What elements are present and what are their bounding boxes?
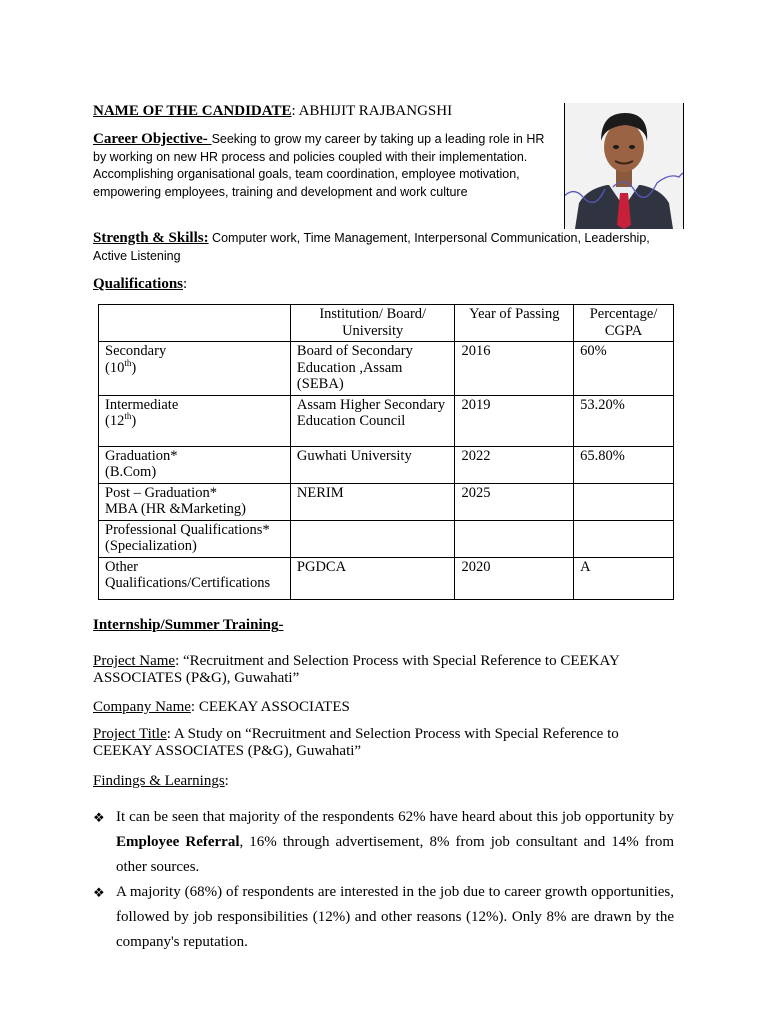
level-name: Post – Graduation* [105,484,217,501]
table-header-row [99,305,674,342]
institution-cell: PGDCA [290,557,455,599]
strength-skills-text: Computer work, Time Management, Interpersonal Communication, Leadership, Active Listening [93,231,650,263]
internship-heading [93,617,283,634]
level-name: Intermediate [105,396,179,413]
list-item [93,805,674,880]
table-row [99,395,674,446]
level-detail: (Specialization) [105,538,197,554]
candidate-name-separator: : [291,103,299,119]
career-objective [93,131,548,201]
project-name-label: Project Name [93,653,176,669]
candidate-name-label: NAME OF THE CANDIDATE [93,103,292,119]
finding-text: It can be seen that majority of the respondents 62% have heard about this job opportunity by [116,809,674,825]
level-cell [99,395,291,446]
year-cell: 2022 [455,446,574,483]
level-name: Other [105,558,139,575]
diamond-bullet-icon: ❖ [93,810,105,825]
strength-skills [93,230,683,265]
institution-cell: NERIM [290,483,455,520]
internship-heading-dash: - [278,617,284,633]
findings-heading-colon: : [224,773,229,789]
list-item [93,880,674,955]
table-row [99,342,674,396]
level-detail: MBA (HR &Marketing) [105,501,246,517]
level-cell [99,520,291,557]
level-cell [99,483,291,520]
level-name: Graduation* [105,447,178,464]
level-name: Secondary [105,343,167,359]
level-detail-close: ) [131,359,137,376]
institution-cell: Assam Higher Secondary Education Council [290,395,455,446]
table-row [99,483,674,520]
institution-cell: Guwhati University [290,446,455,483]
project-name [93,653,678,687]
diamond-bullet-icon: ❖ [93,885,105,900]
level-cell [99,446,291,483]
qualifications-heading-label: Qualifications [93,276,184,292]
internship-heading-label: Internship/Summer Training [93,617,279,633]
level-detail: (B.Com) [105,464,157,480]
score-cell: 53.20% [574,395,674,446]
header-score: Percentage/ CGPA [574,305,674,342]
qualifications-table [98,304,674,600]
career-objective-text: Seeking to grow my career by taking up a leading role in HR by working on new HR process and policies coupled with their implementation. Accomplishing organisational goals, team coordination, employee motivation, empowering employees, training and development and work culture [93,132,545,199]
year-cell [455,520,574,557]
level-name: Professional Qualifications* [105,521,270,538]
findings-list [93,805,674,955]
score-cell: 60% [574,342,674,396]
strength-skills-label: Strength & Skills: [93,230,209,246]
company-name [93,699,678,716]
project-title [93,726,678,760]
level-cell [99,557,291,599]
header-level [99,305,291,342]
level-cell [99,342,291,396]
candidate-photo-image [565,103,683,229]
table-row [99,520,674,557]
level-detail-sup: th [124,411,132,422]
year-cell: 2019 [455,395,574,446]
candidate-name-line [93,103,452,120]
institution-cell: Board of Secondary Education ,Assam (SEBA) [290,342,455,396]
project-title-value: : A Study on “Recruitment and Selection Process with Special Reference to CEEKAY ASSOCIATES (P&G), Guwahati” [93,726,619,759]
score-cell: 65.80% [574,446,674,483]
table-row [99,446,674,483]
year-cell: 2020 [455,557,574,599]
level-detail-sup: th [124,357,132,368]
findings-heading-label: Findings & Learnings [93,773,225,789]
level-detail: (10 [105,359,125,376]
score-cell [574,520,674,557]
level-detail: Qualifications/Certifications [105,575,271,591]
finding-emphasis: Employee Referral [116,834,240,850]
project-name-value: : “Recruitment and Selection Process with Special Reference to CEEKAY ASSOCIATES (P&G), Guwahati” [93,653,620,686]
header-year: Year of Passing [455,305,574,342]
score-cell: A [574,557,674,599]
company-name-label: Company Name [93,699,191,715]
project-title-label: Project Title [93,726,167,742]
finding-text-cont: , 16% through advertisement, 8% from job consultant and 14% from other sources. [116,834,675,875]
table-row [99,557,674,599]
institution-cell [290,520,455,557]
header-institution: Institution/ Board/ University [290,305,455,342]
qualifications-heading-colon: : [183,276,188,292]
company-name-value: : CEEKAY ASSOCIATES [190,699,350,715]
year-cell: 2025 [455,483,574,520]
candidate-name: ABHIJIT RAJBANGSHI [298,103,453,119]
level-detail-close: ) [131,413,137,429]
findings-heading [93,773,678,790]
level-detail: (12 [105,413,125,429]
year-cell: 2016 [455,342,574,396]
score-cell [574,483,674,520]
candidate-photo [564,103,684,229]
qualifications-heading [93,276,187,293]
career-objective-label: Career Objective- [93,131,212,147]
finding-text: A majority (68%) of respondents are interested in the job due to career growth opportunities, followed by job responsibilities (12%) and other reasons (12%). Only 8% are drawn by the company's reputation. [116,884,674,950]
